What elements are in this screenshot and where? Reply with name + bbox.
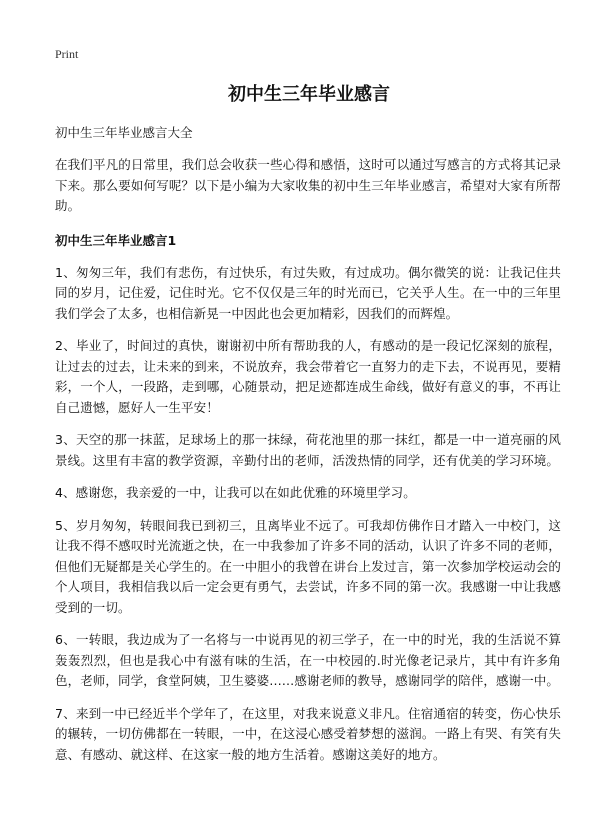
paragraph-1: 1、匆匆三年，我们有悲伤，有过快乐，有过失败，有过成功。偶尔微笑的说：让我记住共同的岁月，记住爱，记住时光。它不仅仅是三年的时光而已，它关乎人生。在一中的三年里我们学会了太多，也相信新晃一中因此也会更加精彩，因我们的而辉煌。 [55, 264, 561, 321]
paragraph-2: 2、毕业了，时间过的真快，谢谢初中所有帮助我的人，有感动的是一段记忆深刻的旅程，让过去的过去，让未来的到来，不说放弃，我会带着它一直努力的走下去，不说再见，要精彩，一个人，一段路，走到哪，心随景动，把足迹都连成生命线，做好有意义的事，不再让自己遗憾，愿好人一生平安！ [55, 338, 561, 415]
page-title: 初中生三年毕业感言 [228, 84, 390, 105]
paragraph-7: 7、来到一中已经近半个学年了，在这里，对我来说意义非凡。住宿通宿的转变，伤心快乐的辗转，一切仿佛都在一转眼，一中，在这浸心感受着梦想的滋润。一路上有哭、有笑有失意、有感动、就这样、在这家一般的地方生活着。感谢这美好的地方。 [55, 705, 561, 762]
section-heading: 初中生三年毕业感言1 [55, 232, 177, 248]
intro-paragraph: 在我们平凡的日常里，我们总会收获一些心得和感悟，这时可以通过写感言的方式将其记录下来。那么要如何写呢？以下是小编为大家收集的初中生三年毕业感言，希望对大家有所帮助。 [55, 157, 561, 213]
paragraph-3: 3、天空的那一抹蓝，足球场上的那一抹绿，荷花池里的那一抹红，都是一中一道亮丽的风景线。这里有丰富的教学资源，辛勤付出的老师，活泼热情的同学，还有优美的学习环境。 [55, 432, 561, 468]
paragraph-6: 6、一转眼，我边成为了一名将与一中说再见的初三学子，在一中的时光，我的生活说不算轰轰烈烈，但也是我心中有滋有味的生活，在一中校园的.时光像老记录片，其中有许多角色，老师，同学，食堂阿姨，卫生婆婆……感谢老师的教导，感谢同学的陪伴，感谢一中。 [55, 632, 561, 688]
print-link[interactable]: Print [55, 47, 79, 61]
page-subtitle: 初中生三年毕业感言大全 [55, 125, 193, 140]
paragraph-4: 4、感谢您，我亲爱的一中，让我可以在如此优雅的环境里学习。 [55, 485, 416, 500]
paragraph-5: 5、岁月匆匆，转眼间我已到初三，且离毕业不远了。可我却仿佛作日才踏入一中校门，这让我不得不感叹时光流逝之快，在一中我参加了许多不同的活动，认识了许多不同的老师，但他们无疑都是关心学生的。在一中胆小的我曾在讲台上发过言，第一次参加学校运动会的个人项目，我相信我以后一定会更有勇气，去尝试，许多不同的第一次。我感谢一中让我感受到的一切。 [55, 517, 561, 615]
